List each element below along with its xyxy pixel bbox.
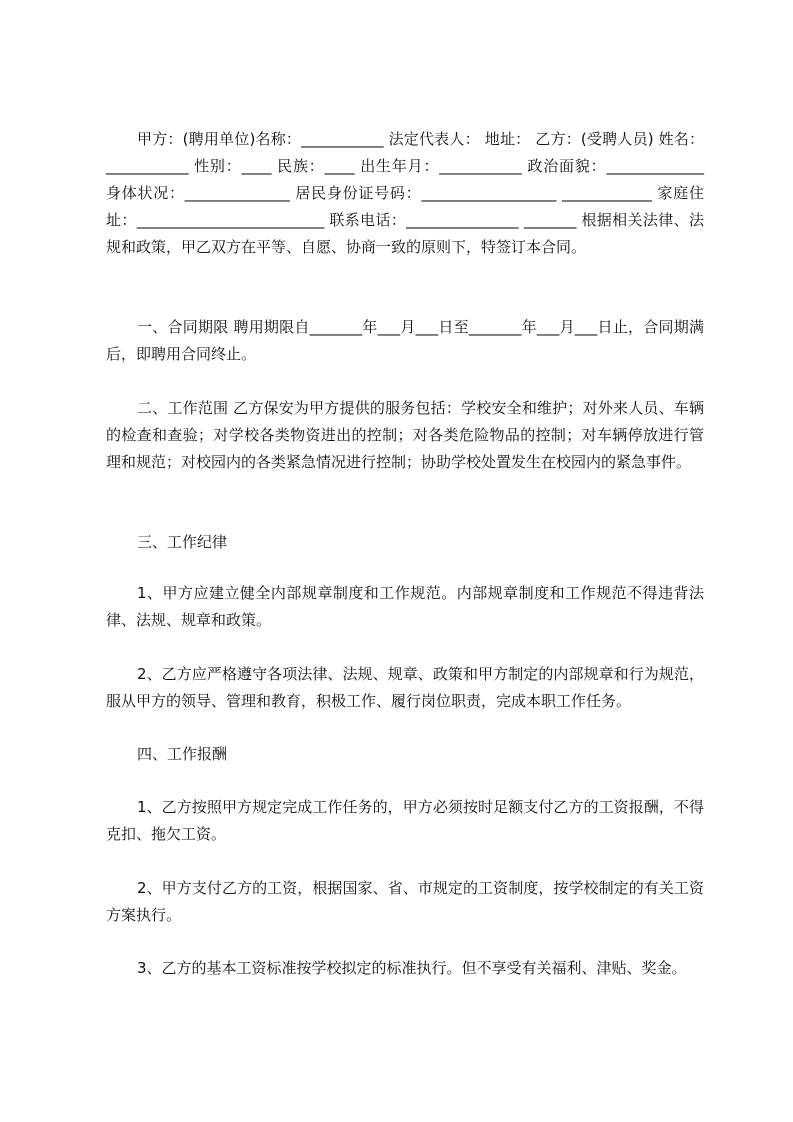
parties-paragraph: 甲方：(聘用单位)名称：___________ 法定代表人： 地址： 乙方：(受聘人员) 姓名：___________ 性别：____ 民族：____ 出生年月：___________ 政治面貌：_____________ 身体状况：______________ 居民身份证号码：__________________ ____________ 家庭住址：_________________________ 联系电话：_______________ _______ 根据相关法律、法规和政策，甲乙双方在平等、自愿、协商一致的原则下，特签订本合同。	[106, 130, 704, 256]
section-heading-discipline: 三、工作纪律	[137, 533, 228, 551]
remuneration-item-1: 1、乙方按照甲方规定完成工作任务的，甲方必须按时足额支付乙方的工资报酬，不得克扣、拖欠工资。	[106, 798, 704, 843]
section-heading-remuneration: 四、工作报酬	[137, 745, 228, 763]
section-work-scope: 二、工作范围 乙方保安为甲方提供的服务包括：学校安全和维护；对外来人员、车辆的检查和查验；对学校各类物资进出的控制；对各类危险物品的控制；对车辆停放进行管理和规范；对校园内的各类紧急情况进行控制；协助学校处置发生在校园内的紧急事件。	[106, 399, 704, 471]
discipline-item-1: 1、甲方应建立健全内部规章制度和工作规范。内部规章制度和工作规范不得违背法律、法规、规章和政策。	[106, 584, 704, 629]
discipline-item-2: 2、乙方应严格遵守各项法律、法规、规章、政策和甲方制定的内部规章和行为规范，服从甲方的领导、管理和教育，积极工作、履行岗位职责，完成本职工作任务。	[106, 665, 704, 710]
remuneration-item-2: 2、甲方支付乙方的工资，根据国家、省、市规定的工资制度，按学校制定的有关工资方案执行。	[106, 879, 704, 924]
section-contract-term: 一、合同期限 聘用期限自_______年___月___日至_______年___月___日止，合同期满后，即聘用合同终止。	[106, 318, 704, 363]
remuneration-item-3: 3、乙方的基本工资标准按学校拟定的标准执行。但不享受有关福利、津贴、奖金。	[137, 959, 687, 977]
